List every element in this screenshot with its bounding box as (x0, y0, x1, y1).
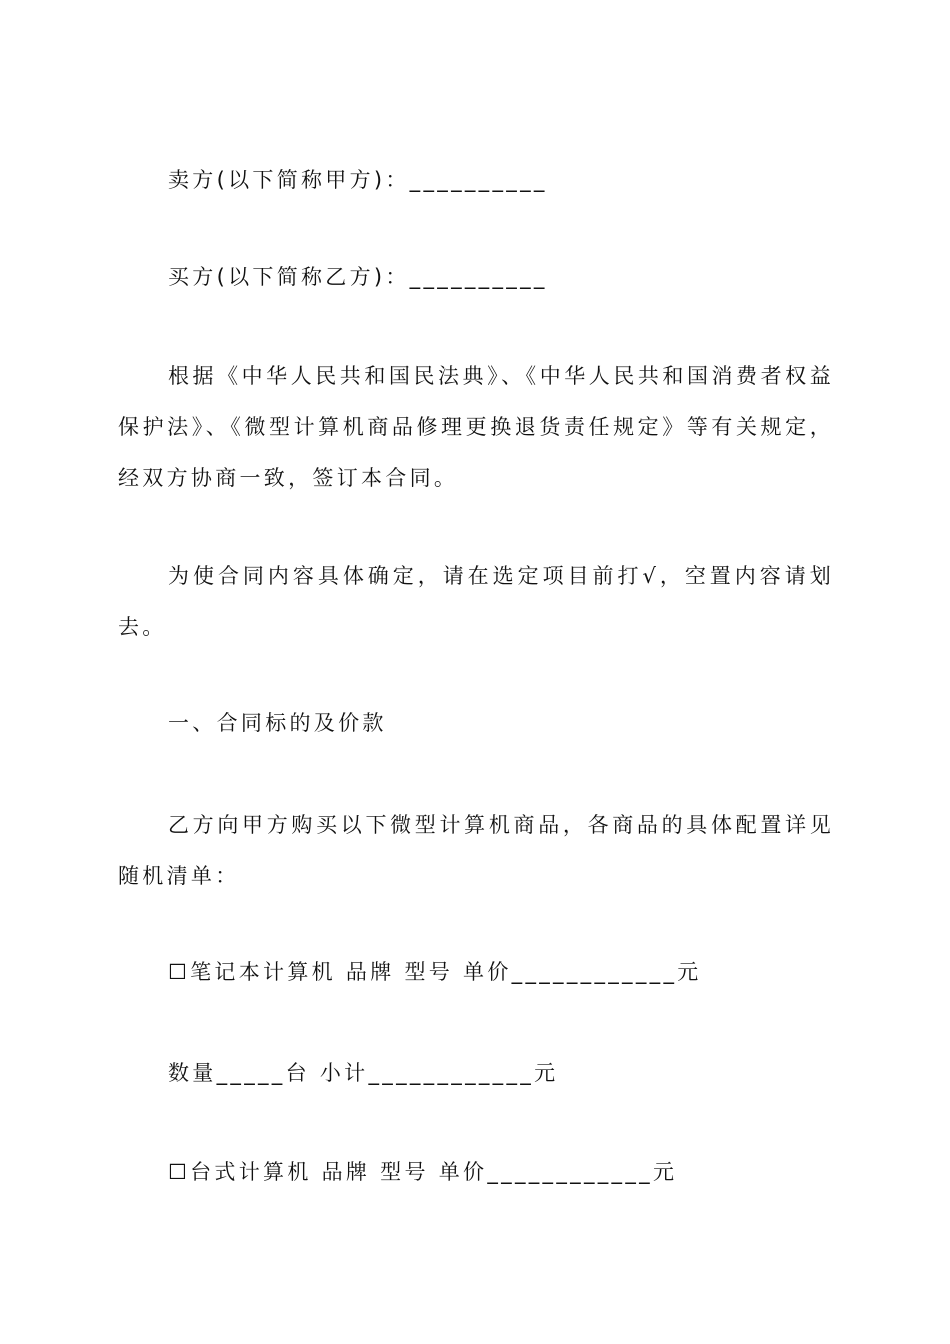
quantity-subtotal-line: 数量_____台 小计____________元 (168, 1061, 559, 1085)
buyer-line: 买方(以下简称乙方)：__________ (168, 265, 548, 289)
purchase-statement-paragraph: 乙方向甲方购买以下微型计算机商品，各商品的具体配置详见随机清单： (118, 813, 834, 888)
desktop-item-line: ☐台式计算机 品牌 型号 单价____________元 (168, 1160, 678, 1184)
instruction-paragraph: 为使合同内容具体确定，请在选定项目前打√，空置内容请划去。 (118, 564, 834, 639)
legal-basis-paragraph: 根据《中华人民共和国民法典》、《中华人民共和国消费者权益保护法》、《微型计算机商品修理更换退货责任规定》等有关规定，经双方协商一致，签订本合同。 (118, 364, 834, 490)
laptop-item-line: ☐笔记本计算机 品牌 型号 单价____________元 (168, 960, 702, 984)
seller-line: 卖方(以下简称甲方)：__________ (168, 168, 548, 192)
section-heading-contract-subject: 一、合同标的及价款 (168, 711, 387, 735)
